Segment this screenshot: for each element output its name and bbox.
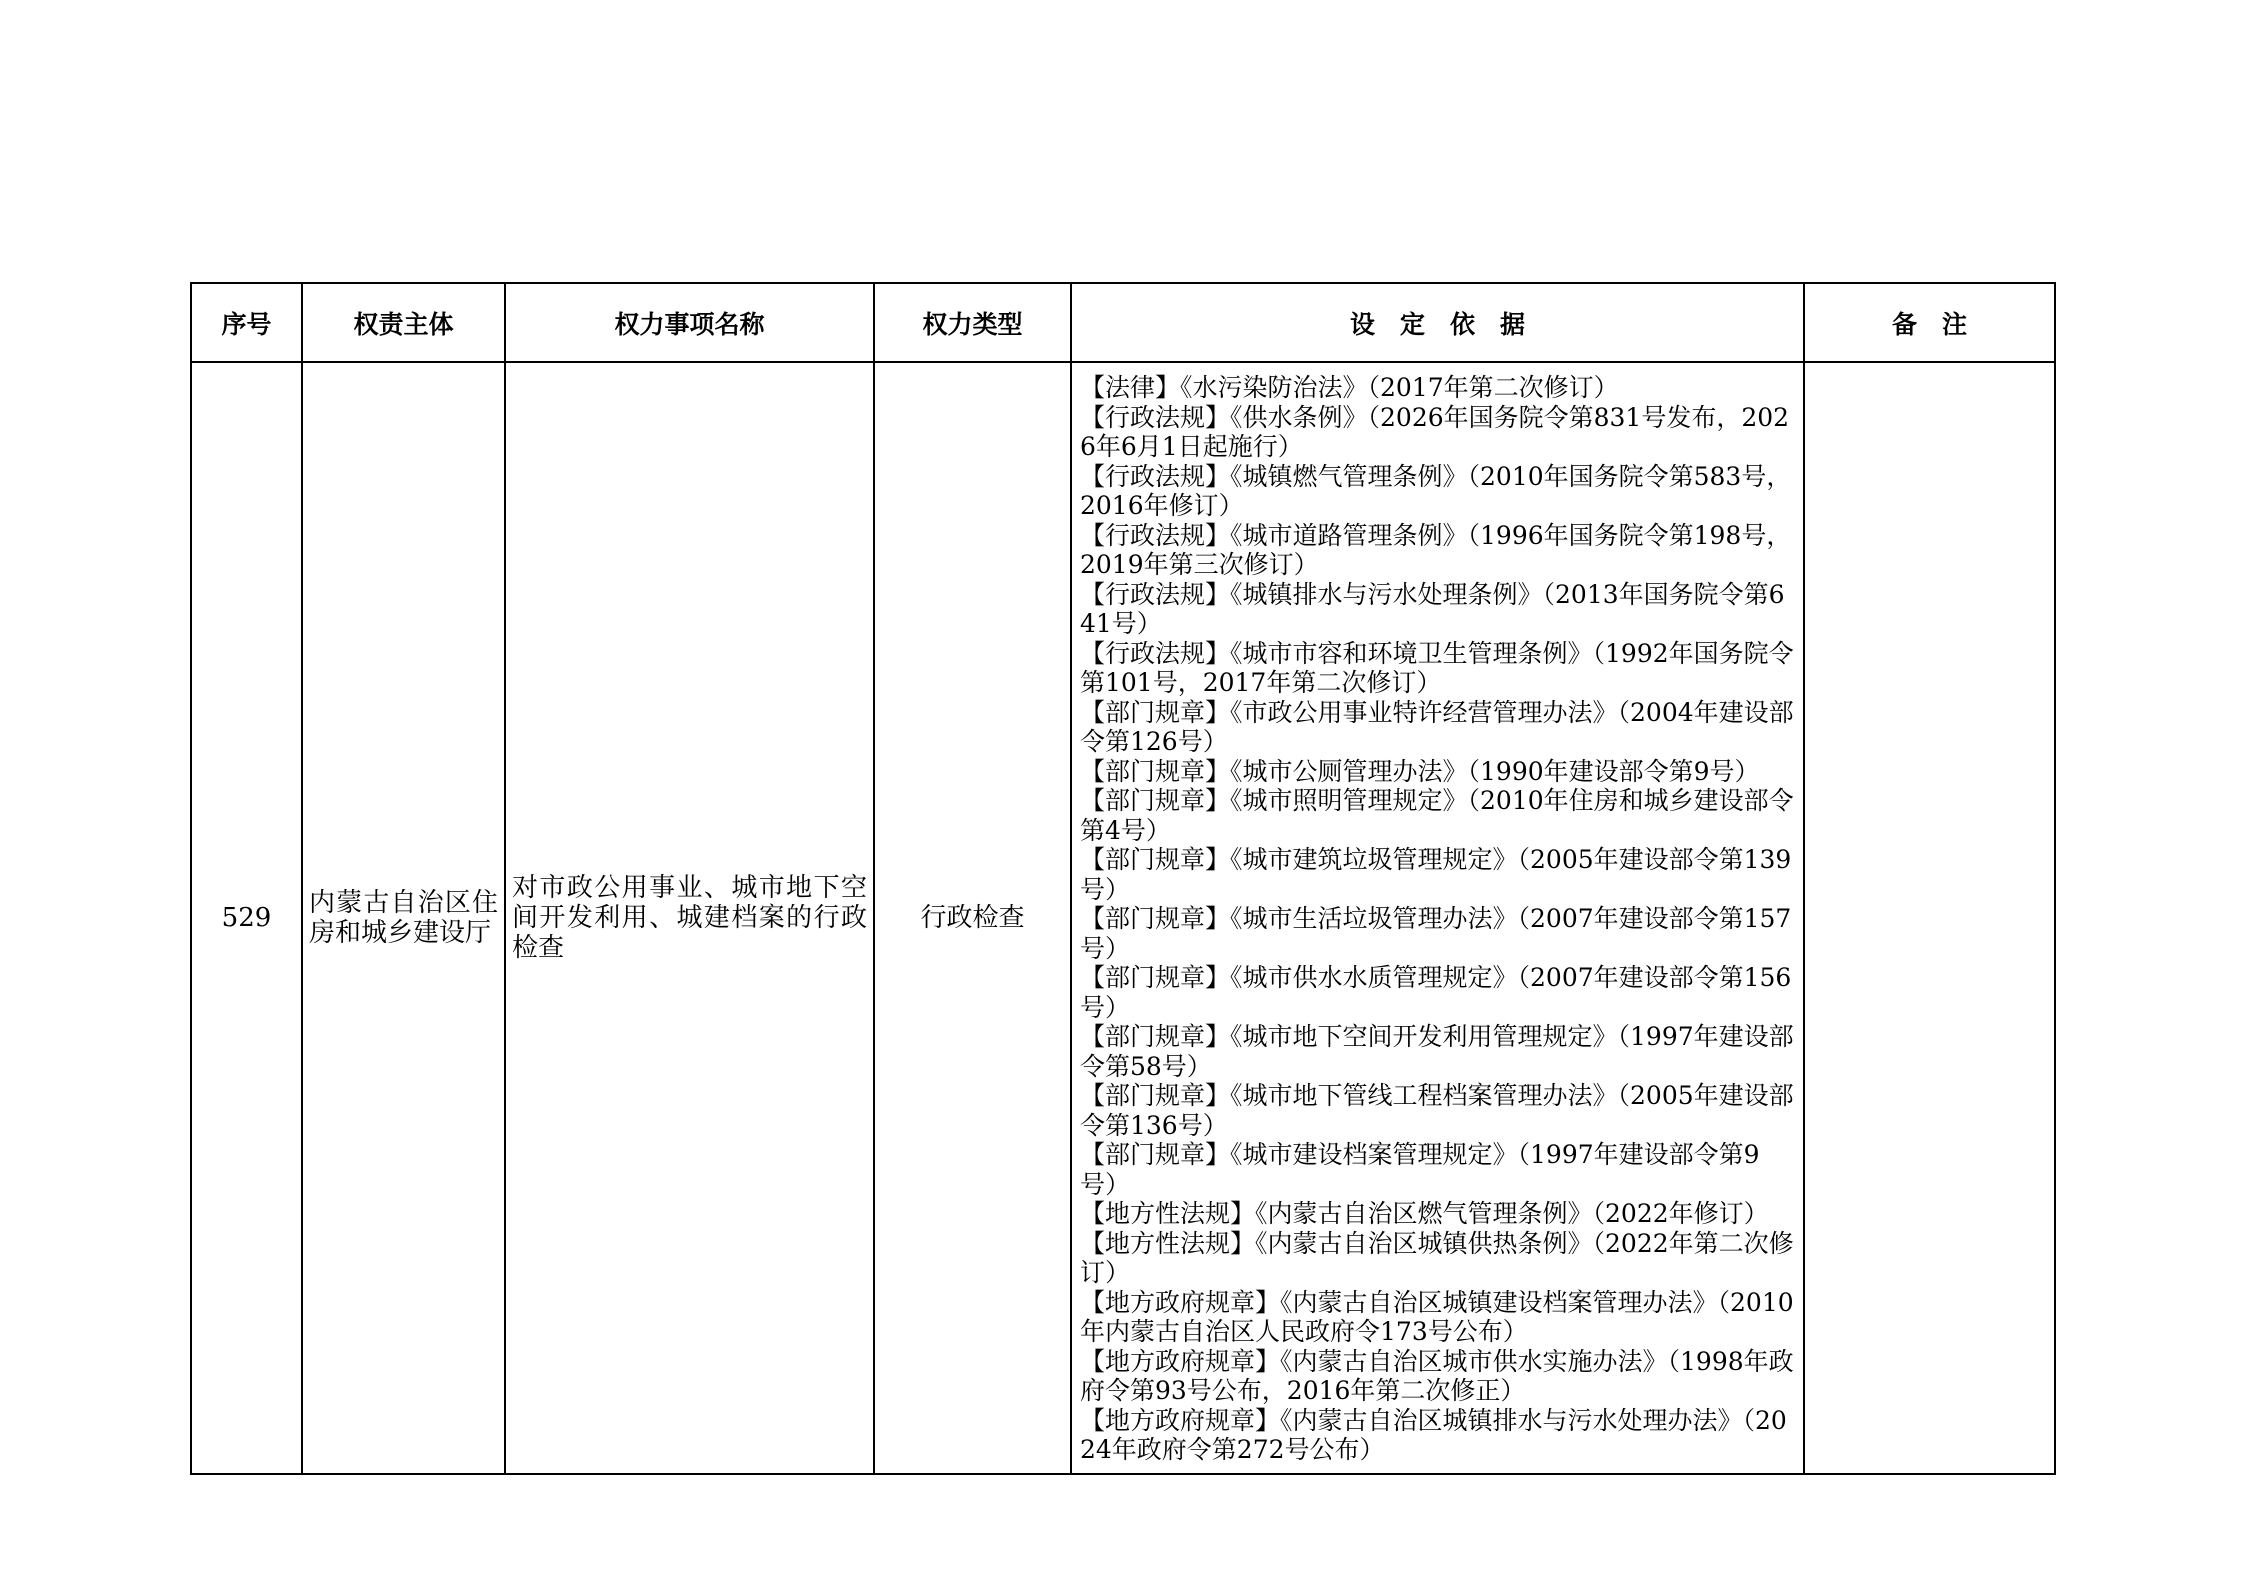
basis-line: 【部门规章】《城市建设档案管理规定》（1997年建设部令第9号） — [1080, 1140, 1760, 1199]
cell-index: 529 — [191, 362, 302, 1474]
header-remark: 备 注 — [1804, 283, 2055, 362]
basis-line: 【地方政府规章】《内蒙古自治区城镇排水与污水处理办法》（2024年政府令第272号公布） — [1080, 1405, 1787, 1464]
basis-line: 【部门规章】《城市地下管线工程档案管理办法》（2005年建设部令第136号） — [1080, 1081, 1794, 1140]
basis-line: 【行政法规】《城镇燃气管理条例》（2010年国务院令第583号，2016年修订） — [1080, 461, 1792, 520]
header-subject: 权责主体 — [302, 283, 505, 362]
basis-line: 【行政法规】《城市道路管理条例》（1996年国务院令第198号，2019年第三次修订） — [1080, 520, 1792, 579]
header-index: 序号 — [191, 283, 302, 362]
basis-line: 【部门规章】《城市建筑垃圾管理规定》（2005年建设部令第139号） — [1080, 845, 1792, 904]
header-basis: 设 定 依 据 — [1071, 283, 1804, 362]
cell-basis — [1071, 362, 1804, 1474]
basis-line: 【行政法规】《城市市容和环境卫生管理条例》（1992年国务院令第101号，2017年第二次修订） — [1080, 638, 1794, 697]
basis-line: 【行政法规】《供水条例》（2026年国务院令第831号发布，2026年6月1日起施行） — [1080, 402, 1790, 461]
header-type: 权力类型 — [874, 283, 1071, 362]
header-row — [191, 283, 2055, 362]
basis-line: 【部门规章】《城市地下空间开发利用管理规定》（1997年建设部令第58号） — [1080, 1022, 1794, 1081]
authority-table — [190, 282, 2056, 1475]
basis-line: 【行政法规】《城镇排水与污水处理条例》（2013年国务院令第641号） — [1080, 579, 1785, 638]
basis-line: 【部门规章】《城市供水水质管理规定》（2007年建设部令第156号） — [1080, 963, 1792, 1022]
basis-line: 【部门规章】《市政公用事业特许经营管理办法》（2004年建设部令第126号） — [1080, 697, 1794, 756]
table-row — [191, 362, 2055, 1474]
basis-line: 【地方政府规章】《内蒙古自治区城镇建设档案管理办法》（2010年内蒙古自治区人民政府令173号公布） — [1080, 1287, 1794, 1346]
cell-remark — [1804, 362, 2055, 1474]
basis-line: 【地方性法规】《内蒙古自治区城镇供热条例》（2022年第二次修订） — [1080, 1228, 1794, 1287]
cell-subject: 内蒙古自治区住房和城乡建设厅 — [302, 362, 505, 1474]
basis-line: 【法律】《水污染防治法》（2017年第二次修订） — [1080, 373, 1619, 402]
basis-line: 【部门规章】《城市公厕管理办法》（1990年建设部令第9号） — [1080, 756, 1760, 786]
header-item-name: 权力事项名称 — [505, 283, 874, 362]
basis-line: 【部门规章】《城市生活垃圾管理办法》（2007年建设部令第157号） — [1080, 904, 1792, 963]
basis-line: 【部门规章】《城市照明管理规定》（2010年住房和城乡建设部令第4号） — [1080, 786, 1794, 845]
cell-type: 行政检查 — [874, 362, 1071, 1474]
basis-line: 【地方政府规章】《内蒙古自治区城市供水实施办法》（1998年政府令第93号公布，2016年第二次修正） — [1080, 1346, 1794, 1405]
cell-item-name: 对市政公用事业、城市地下空间开发利用、城建档案的行政检查 — [505, 362, 874, 1474]
basis-line: 【地方性法规】《内蒙古自治区燃气管理条例》（2022年修订） — [1080, 1199, 1769, 1228]
